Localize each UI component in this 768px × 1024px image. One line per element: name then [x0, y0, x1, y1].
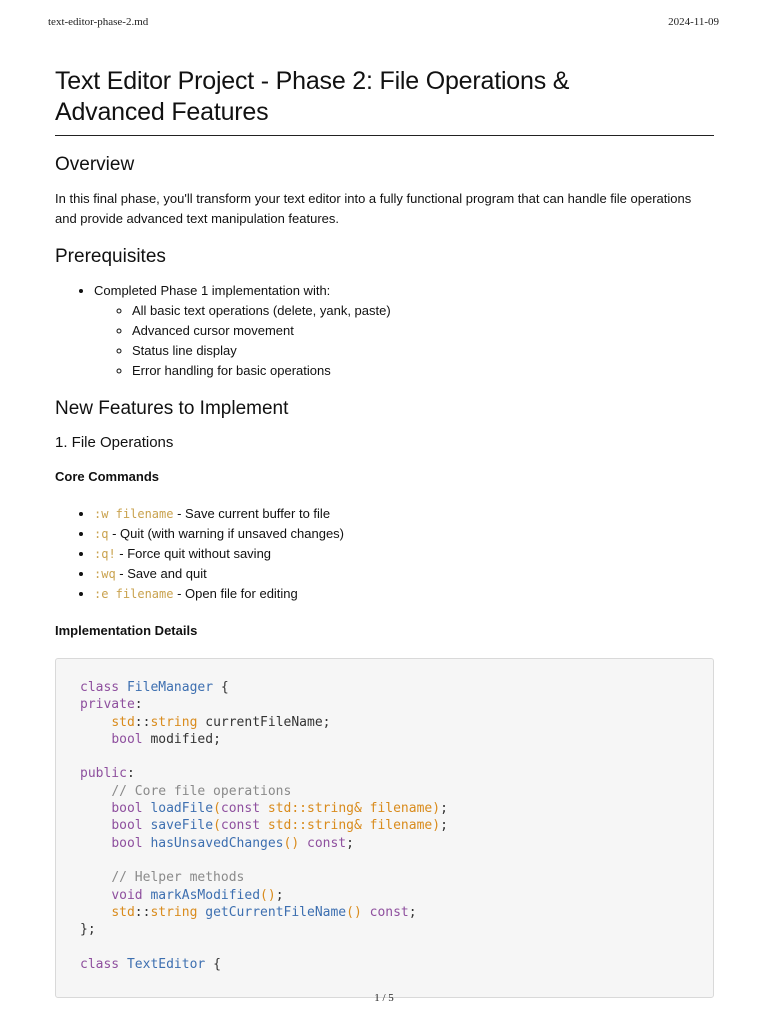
list-item: ◦ All basic text operations (delete, yank, paste) [132, 301, 714, 321]
command-code: :wq [94, 567, 116, 581]
code-line [80, 714, 689, 731]
code-token [299, 836, 307, 851]
code-line [80, 904, 689, 921]
command-description: - Quit (with warning if unsaved changes) [108, 526, 345, 541]
code-token: }; [80, 922, 96, 938]
code-token [80, 784, 111, 799]
code-token: ( [213, 801, 221, 817]
code-token [362, 905, 370, 920]
prerequisite-item-text: Completed Phase 1 implementation with: [94, 283, 331, 298]
print-header-date: 2024-11-09 [668, 16, 719, 28]
command-code: :q! [94, 547, 116, 561]
code-token: :: [134, 904, 151, 920]
prerequisites-heading: Prerequisites [55, 246, 166, 267]
code-token [80, 870, 111, 885]
overview-paragraph: In this final phase, you'll transform your text editor into a fully functional program that can handle file operations and provide advanced text manipulation features. [55, 191, 692, 226]
code-line [80, 817, 689, 834]
code-token: class [80, 956, 127, 972]
code-line [80, 800, 689, 817]
code-line [80, 696, 689, 713]
code-token: : [134, 697, 143, 713]
code-line [80, 956, 689, 973]
code-token: const [307, 835, 347, 851]
list-item [94, 281, 714, 381]
code-token: bool [111, 818, 143, 834]
list-item: ◦ Advanced cursor movement [132, 321, 714, 341]
code-token: const [369, 904, 409, 920]
code-token: std::string& filename [260, 801, 433, 817]
code-token: () [346, 904, 362, 920]
new-features-heading: New Features to Implement [55, 398, 289, 419]
list-item [94, 504, 714, 524]
command-description: - Save and quit [115, 566, 207, 581]
code-token [80, 888, 111, 903]
code-token: // Core file operations [111, 783, 292, 799]
list-item: ◦ Status line display [132, 341, 714, 361]
code-token: ; [440, 818, 448, 834]
list-item [94, 544, 714, 564]
code-token [80, 732, 111, 747]
code-token: getCurrentFileName [205, 904, 347, 920]
code-line [80, 852, 689, 869]
code-block [55, 658, 714, 998]
code-line [80, 938, 689, 955]
code-token: const [220, 818, 261, 834]
code-line [80, 748, 689, 765]
code-token: public [80, 766, 127, 782]
code-token: () [260, 887, 276, 903]
code-token: modified; [142, 731, 221, 747]
code-token: string [150, 904, 198, 920]
code-line [80, 765, 689, 782]
code-token: { [205, 956, 221, 972]
code-line [80, 869, 689, 886]
command-code: :e filename [94, 587, 174, 601]
file-operations-heading: 1. File Operations [55, 434, 174, 451]
code-token: class [80, 680, 127, 695]
code-token: () [283, 835, 300, 851]
code-token: :: [134, 714, 151, 730]
code-token: std::string& filename [260, 818, 433, 834]
code-token [80, 715, 111, 730]
code-token: loadFile [150, 801, 214, 817]
code-token: TextEditor [126, 956, 206, 972]
code-token: std [111, 904, 135, 920]
print-header [48, 16, 719, 32]
list-item [94, 564, 714, 584]
list-item [94, 524, 714, 544]
command-description: - Save current buffer to file [173, 506, 331, 521]
code-token: bool [111, 731, 143, 747]
code-token: const [220, 801, 261, 817]
core-commands-heading: Core Commands [55, 469, 160, 484]
command-description: - Open file for editing [173, 586, 298, 601]
code-token: ) [432, 818, 441, 834]
code-token: hasUnsavedChanges [150, 835, 284, 851]
document-title-line-1: Text Editor Project - Phase 2: File Operations & [55, 67, 570, 95]
code-token: void [111, 887, 143, 903]
code-line [80, 731, 689, 748]
code-token: FileManager [126, 680, 214, 695]
code-line [80, 887, 689, 904]
code-token: ; [440, 801, 448, 817]
code-token: ( [213, 818, 221, 834]
code-token: currentFileName; [197, 714, 331, 730]
code-token: ; [346, 835, 354, 851]
code-token: ; [408, 904, 417, 920]
commands-list [55, 504, 714, 604]
print-header-filename: text-editor-phase-2.md [48, 16, 149, 28]
code-line [80, 921, 689, 938]
command-code: :q [94, 527, 109, 541]
command-description: - Force quit without saving [115, 546, 272, 561]
code-token [80, 818, 111, 833]
implementation-details-heading: Implementation Details [55, 623, 198, 638]
prerequisites-sublist [94, 301, 714, 381]
list-item [94, 584, 714, 604]
code-token [80, 801, 111, 816]
code-token: ; [275, 887, 284, 903]
document-title [55, 66, 714, 136]
code-token: : [126, 766, 135, 782]
code-token: bool [111, 835, 143, 851]
code-line [80, 679, 689, 696]
page-number: 1 / 5 [374, 992, 394, 1004]
code-token: std [111, 714, 135, 730]
code-token: private [80, 697, 135, 713]
code-line [80, 835, 689, 852]
code-line [80, 783, 689, 800]
document-body [55, 66, 714, 998]
code-token [80, 905, 111, 920]
code-token: { [213, 680, 229, 695]
code-token: bool [111, 801, 143, 817]
command-code: :w filename [94, 507, 174, 521]
document-title-line-2: Advanced Features [55, 98, 269, 126]
list-item: ◦ Error handling for basic operations [132, 361, 714, 381]
code-token: string [150, 714, 198, 730]
code-token: saveFile [150, 818, 214, 834]
code-token [80, 836, 111, 851]
code-token: // Helper methods [111, 870, 245, 886]
code-token: ) [432, 801, 441, 817]
prerequisites-list [55, 281, 714, 381]
code-token: markAsModified [150, 887, 261, 903]
overview-heading: Overview [55, 154, 135, 175]
